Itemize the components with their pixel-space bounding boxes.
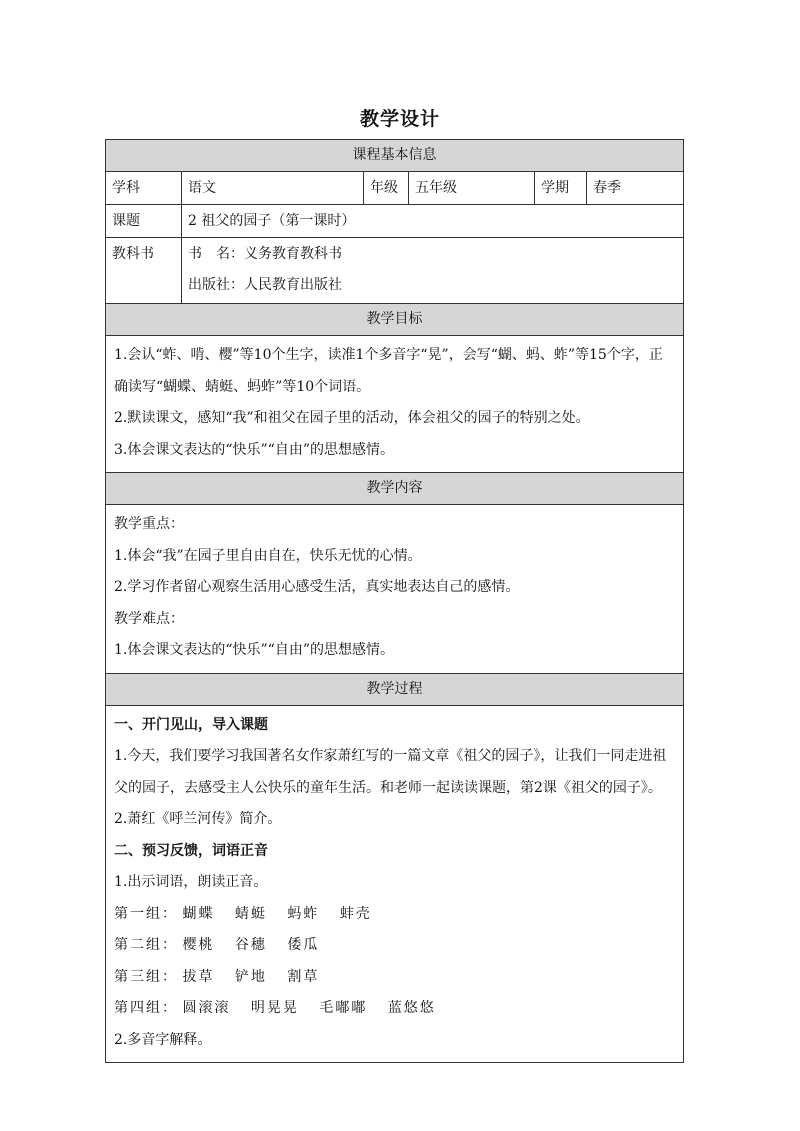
section2-end: 2.多音字解释。 <box>114 1031 212 1048</box>
content-block <box>106 505 683 674</box>
textbook-row <box>106 238 683 304</box>
vocab-word: 倭瓜 <box>287 937 320 953</box>
textbook-value <box>182 238 683 303</box>
section1-title: 一、开门见山，导入课题 <box>114 716 268 733</box>
vocab-word: 拔草 <box>182 968 215 985</box>
key-points-title: 教学重点： <box>114 516 184 532</box>
vocab-word: 铲地 <box>234 968 267 985</box>
textbook-label: 教科书 <box>106 238 182 303</box>
word-group-2 <box>114 930 675 962</box>
subject-value: 语文 <box>182 172 364 204</box>
vocab-word: 毛嘟嘟 <box>319 1000 368 1016</box>
process-header: 教学过程 <box>106 674 683 706</box>
vocab-word: 圆滚滚 <box>182 1000 231 1016</box>
vocab-word: 谷穗 <box>234 937 267 953</box>
vocab-word: 樱桃 <box>182 937 215 953</box>
word-group-label: 第三组： <box>114 968 178 985</box>
goal-item: 2.默读课文，感知“我”和祖父在园子里的活动，体会祖父的园子的特别之处。 <box>114 410 590 426</box>
word-group-label: 第四组： <box>114 1000 178 1016</box>
section2-title: 二、预习反馈，词语正音 <box>114 842 268 859</box>
grade-value: 五年级 <box>409 172 535 204</box>
content-header: 教学内容 <box>106 473 683 505</box>
textbook-publisher: 出版社：人民教育出版社 <box>188 277 342 293</box>
topic-value: 2 祖父的园子（第一课时） <box>188 213 356 229</box>
topic-row <box>106 205 683 238</box>
goals-block <box>106 336 683 473</box>
document-title: 教学设计 <box>359 108 440 130</box>
word-group-4 <box>114 993 675 1025</box>
word-group-label: 第一组： <box>114 905 178 922</box>
goal-item: 1.会认“蚱、啃、樱”等10个生字，读准1个多音字“晃”，会写“蝴、蚂、蚱”等15个字，正确读写“蝴蝶、蜻蜓、蚂蚱”等10个词语。 <box>114 347 663 395</box>
word-group-3 <box>114 962 675 994</box>
textbook-name: 书 名：义务教育教科书 <box>188 246 342 262</box>
term-label: 学期 <box>535 172 587 204</box>
vocab-word: 明晃晃 <box>250 1000 299 1016</box>
difficult-point-item: 1.体会课文表达的“快乐”“自由”的思想感情。 <box>114 642 394 658</box>
vocab-word: 割草 <box>287 968 320 985</box>
key-point-item: 1.体会“我”在园子里自由自在，快乐无忧的心情。 <box>114 547 422 564</box>
basic-info-header: 课程基本信息 <box>106 140 683 172</box>
section1-item: 2.萧红《呼兰河传》简介。 <box>114 811 282 827</box>
vocab-word: 蚌壳 <box>339 905 372 922</box>
key-point-item: 2.学习作者留心观察生活用心感受生活，真实地表达自己的感情。 <box>114 579 520 595</box>
vocab-word: 蚂蚱 <box>287 905 320 922</box>
term-value: 春季 <box>593 180 621 196</box>
grade-label: 年级 <box>364 172 409 204</box>
word-group-label: 第二组： <box>114 937 178 953</box>
goal-item: 3.体会课文表达的“快乐”“自由”的思想感情。 <box>114 441 394 458</box>
topic-label: 课题 <box>106 205 182 237</box>
vocab-word: 蝴蝶 <box>182 905 215 922</box>
goals-header: 教学目标 <box>106 304 683 336</box>
subject-row <box>106 172 683 205</box>
subject-label: 学科 <box>106 172 182 204</box>
section1-item: 1.今天，我们要学习我国著名女作家萧红写的一篇文章《祖父的园子》，让我们一同走进祖父的园子，去感受主人公快乐的童年生活。和老师一起读读课题，第2课《祖父的园子》。 <box>114 748 667 796</box>
difficult-points-title: 教学难点： <box>114 610 184 627</box>
vocab-word: 蓝悠悠 <box>387 1000 436 1016</box>
lesson-plan-table <box>105 139 684 1063</box>
word-group-1 <box>114 899 675 931</box>
section2-intro: 1.出示词语，朗读正音。 <box>114 874 268 890</box>
process-block <box>106 706 683 1063</box>
vocab-word: 蜻蜓 <box>234 905 267 922</box>
